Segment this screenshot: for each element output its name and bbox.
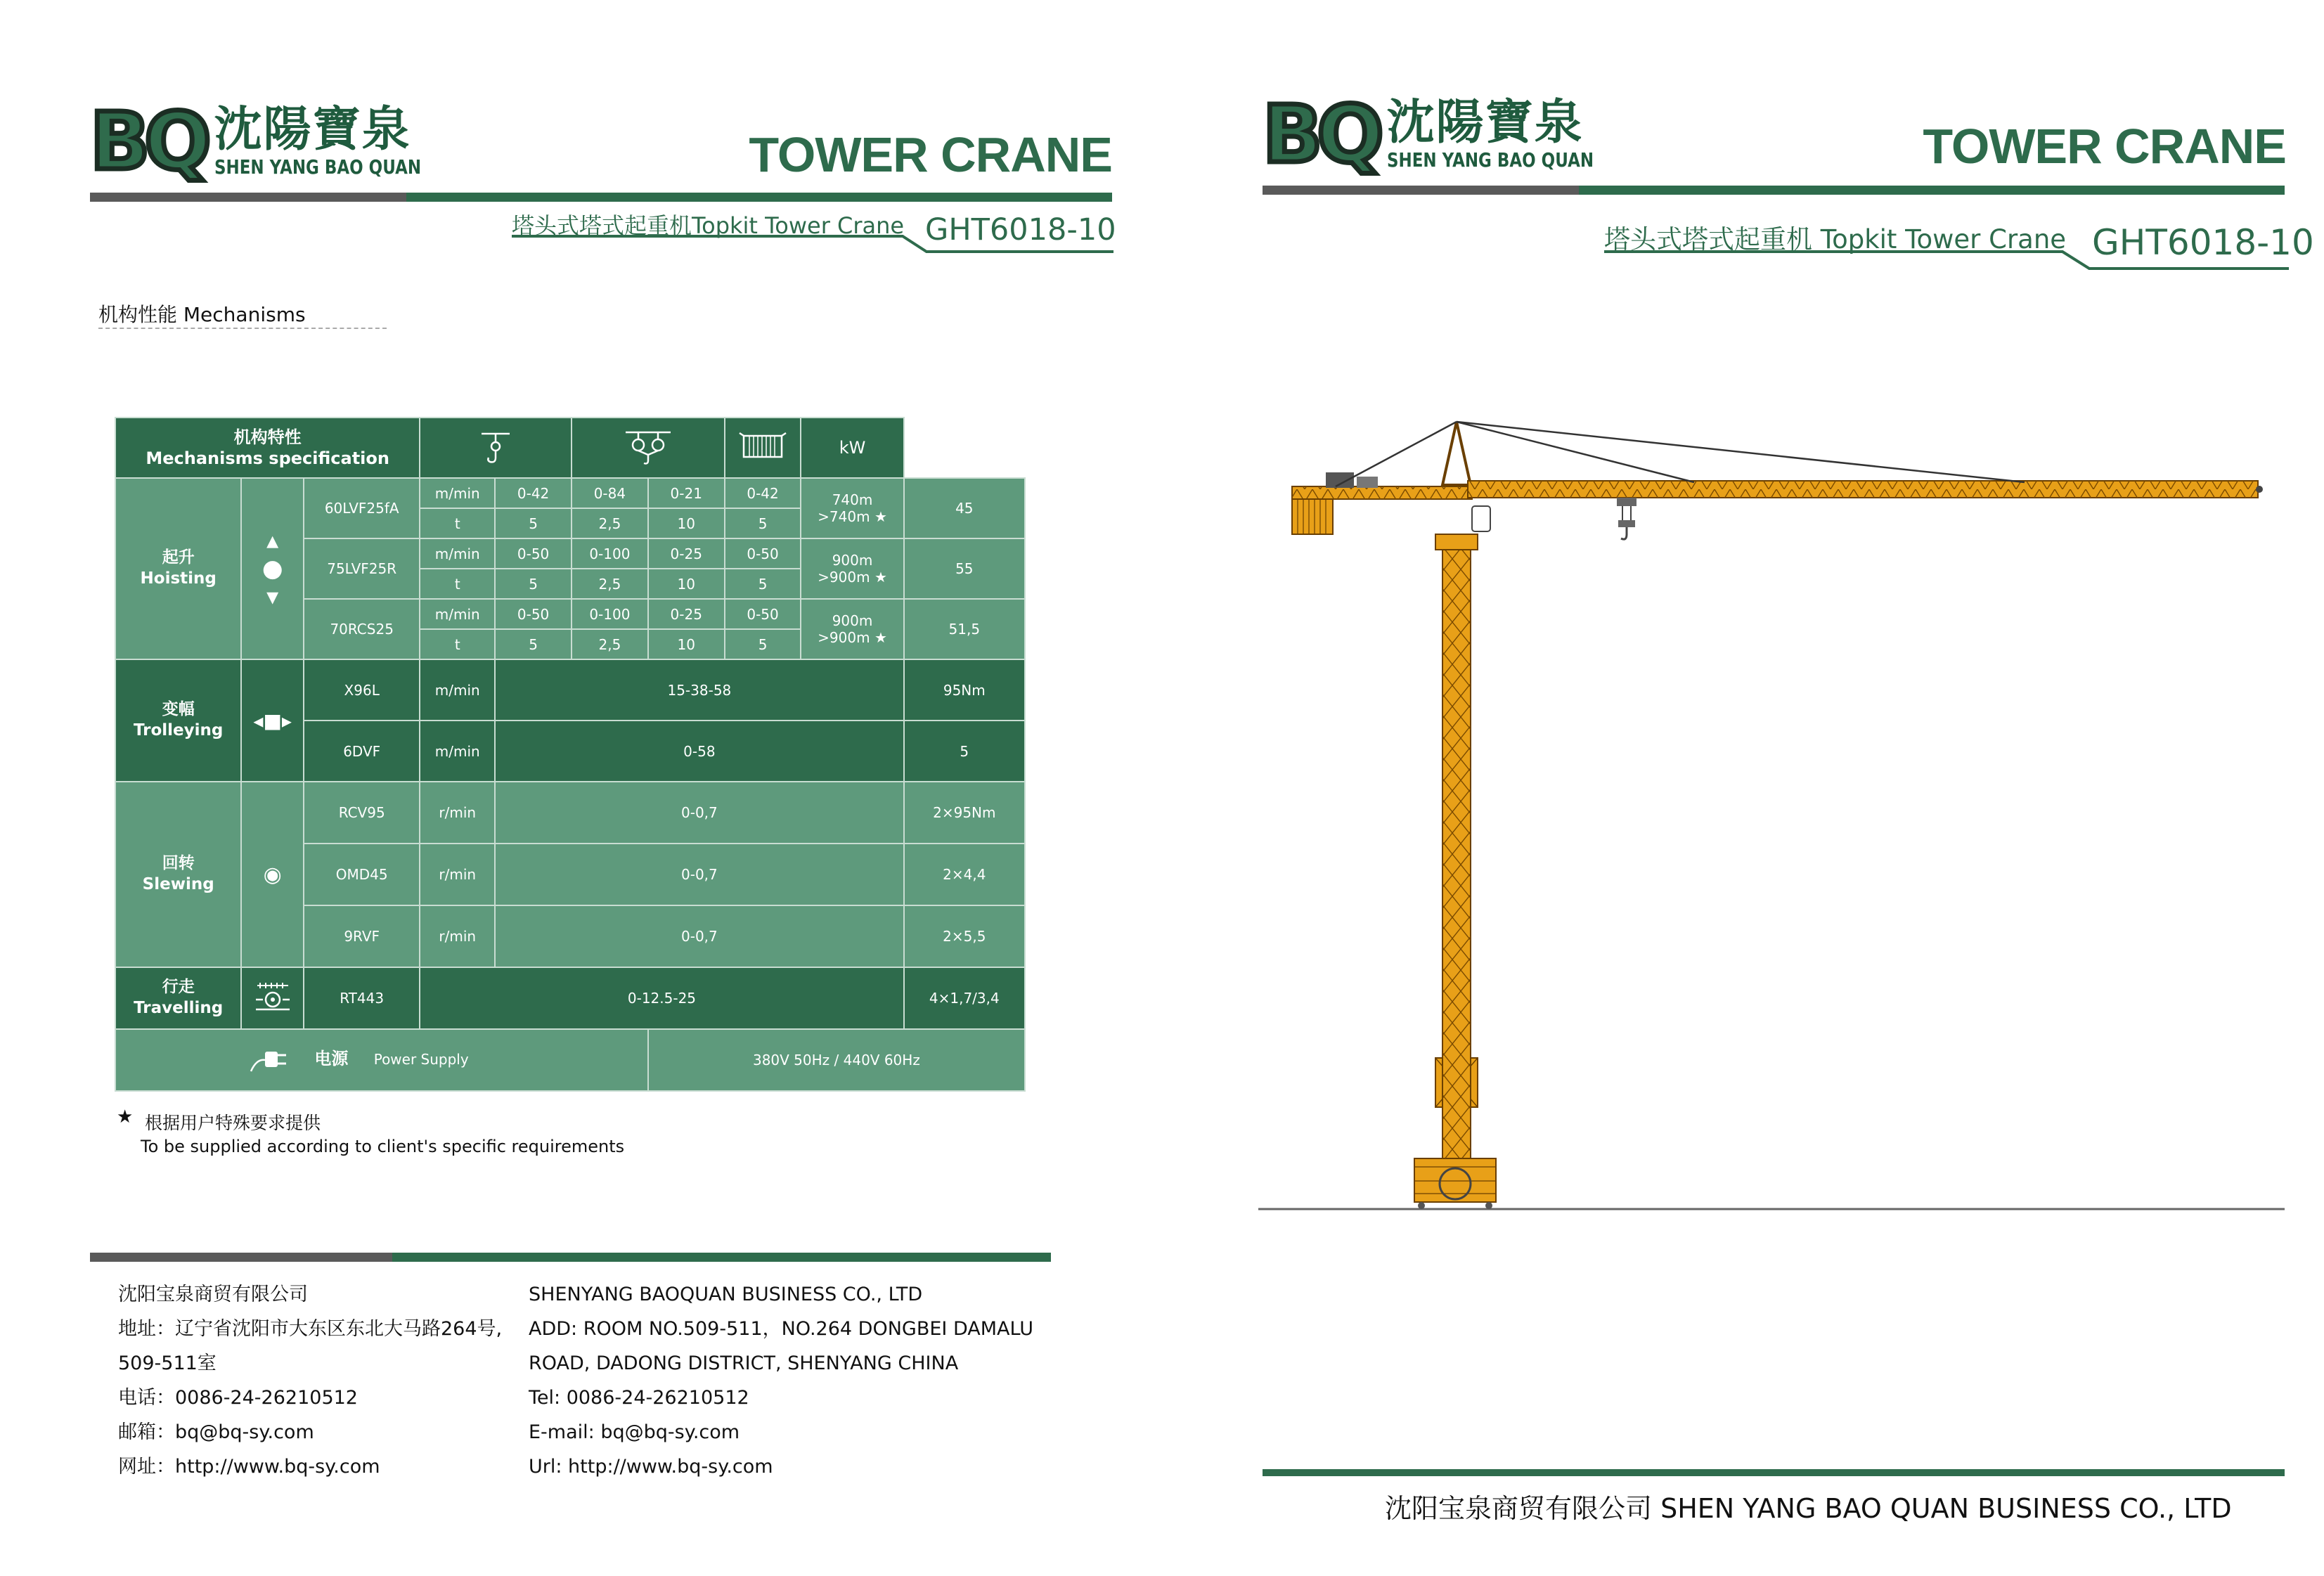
group-travelling: 行走 Travelling [115, 967, 241, 1029]
rail-wheel-icon [241, 967, 304, 1029]
footer-divider-right [1263, 1469, 2285, 1476]
travel-model: RT443 [304, 967, 420, 1029]
tower-crane-illustration [1258, 401, 2292, 1216]
kw-value: 2×4,4 [904, 844, 1025, 905]
slew-model: RCV95 [304, 782, 420, 844]
power-plug-icon [250, 1045, 289, 1076]
footer-contact-en: SHENYANG BAOQUAN BUSINESS CO., LTD ADD: ROOM NO.509-511，NO.264 DONGBEI DAMALU ROAD, DADONG DISTRICT, SHENYANG CHINA Tel: 0086-24-26210512 E-mail: bq@bq-sy.com Url: http://www.bq-sy.com [529, 1284, 1033, 1478]
logo-right [1263, 89, 1639, 181]
page-title-right: TOWER CRANE [1923, 119, 2286, 174]
kw-value: 4×1,7/3,4 [904, 967, 1025, 1029]
rotation-icon: ◉ [241, 782, 304, 967]
divider-green-left [406, 193, 1112, 202]
logo-english: SHEN YANG BAO QUAN [1386, 148, 1594, 172]
section-title-underline [98, 328, 387, 329]
bottom-company-name: 沈阳宝泉商贸有限公司 SHEN YANG BAO QUAN BUSINESS CO., LTD [1385, 1493, 2232, 1524]
subtitle-underline-right [1604, 250, 2293, 274]
group-hoisting: 起升 Hoisting [115, 478, 241, 659]
footnote-star: ★ [117, 1106, 134, 1128]
subtitle-right: 塔头式塔式起重机 Topkit Tower Crane [1604, 224, 2067, 254]
footer-divider-green [392, 1253, 1051, 1262]
divider-gray-left [90, 193, 406, 202]
logo-chinese: 沈陽寶泉 [214, 101, 411, 157]
hoist-model: 70RCS25 [304, 599, 420, 659]
kw-value: 51,5 [904, 599, 1025, 659]
power-supply-value: 380V 50Hz / 440V 60Hz [648, 1029, 1025, 1091]
section-title: 机构性能 Mechanisms [98, 303, 306, 326]
model-number-left: GHT6018-10 [925, 212, 1116, 247]
header-mechanisms: 机构特性 Mechanisms specification [115, 418, 420, 478]
slew-model: 9RVF [304, 905, 420, 967]
subtitle-left: 塔头式塔式起重机Topkit Tower Crane [512, 212, 905, 239]
up-down-arrow-icon: ▴ ● ▾ [241, 478, 304, 659]
hoist-model: 60LVF25fA [304, 478, 420, 538]
power-supply-label: 电源 Power Supply [115, 1029, 648, 1091]
logo-chinese: 沈陽寶泉 [1386, 94, 1584, 150]
model-number-right: GHT6018-10 [2092, 222, 2314, 263]
rope-length: 740m >740m ★ [801, 478, 903, 538]
page-title-left: TOWER CRANE [749, 127, 1112, 182]
slew-model: OMD45 [304, 844, 420, 905]
divider-green-right [1579, 186, 2285, 195]
trolley-model: 6DVF [304, 721, 420, 782]
kw-value: 95Nm [904, 659, 1025, 721]
hoist-model: 75LVF25R [304, 538, 420, 599]
rope-drum-icon [725, 418, 801, 478]
rope-length: 900m >900m ★ [801, 599, 903, 659]
left-right-arrow-icon: ◂■▸ [241, 659, 304, 782]
kw-value: 55 [904, 538, 1025, 599]
footer-contact-cn: 沈阳宝泉商贸有限公司 地址：辽宁省沈阳市大东区东北大马路264号, 509-511室 电话：0086-24-26210512 邮箱：bq@bq-sy.com 网址：http://www.bq-sy.com [118, 1284, 503, 1478]
logo-english: SHEN YANG BAO QUAN [214, 155, 421, 179]
trolley-model: X96L [304, 659, 420, 721]
kw-value: 2×95Nm [904, 782, 1025, 844]
logo-mark: BQ [90, 96, 206, 188]
footer-divider-gray [90, 1253, 392, 1262]
logo-left [90, 96, 466, 188]
kw-value: 2×5,5 [904, 905, 1025, 967]
group-slewing: 回转 Slewing [115, 782, 241, 967]
divider-gray-right [1263, 186, 1579, 195]
logo-mark: BQ [1263, 89, 1379, 181]
footnote-chinese: 根据用户特殊要求提供 [145, 1113, 321, 1133]
kw-value: 45 [904, 478, 1025, 538]
group-trolleying: 变幅 Trolleying [115, 659, 241, 782]
header-kw: kW [801, 418, 903, 478]
mechanisms-table: 机构特性 Mechanisms specification kW 起升 Hoisting ▴ ● ▾ 60LVF25fA m/min 0-42 0-84 0-21 0-42 740m >740m ★ 45 t 5 2,5 10 5 75LVF25R m/min 0-50 0-100 0-25 0-50 900m >900m ★ 55 t 5 2,5 10 5 70RCS25 m/min 0-50 0-100 0-25 0-50 900m >900m ★ 51,5 t 5 2,5 10 5 变幅 Trolleying ◂■▸ X96L m/min 15-38-58 95Nm 6DVF m/min 0-58 5 回转 Slewing ◉ RCV95 r/min 0-0,7 2×95Nm OMD45 r/min 0-0,7 2×4,4 9RVF r/min 0-0,7 2×5,5 行走 Travelling RT443 0-12.5-25 4×1,7/3,4 电源 Power Supply 380V 50Hz / 440V 60Hz [115, 417, 1026, 1092]
single-hook-icon [420, 418, 572, 478]
footnote-english: To be supplied according to client's specific requirements [141, 1137, 625, 1156]
double-pulley-icon [572, 418, 725, 478]
rope-length: 900m >900m ★ [801, 538, 903, 599]
subtitle-underline-left [512, 235, 1116, 256]
kw-value: 5 [904, 721, 1025, 782]
